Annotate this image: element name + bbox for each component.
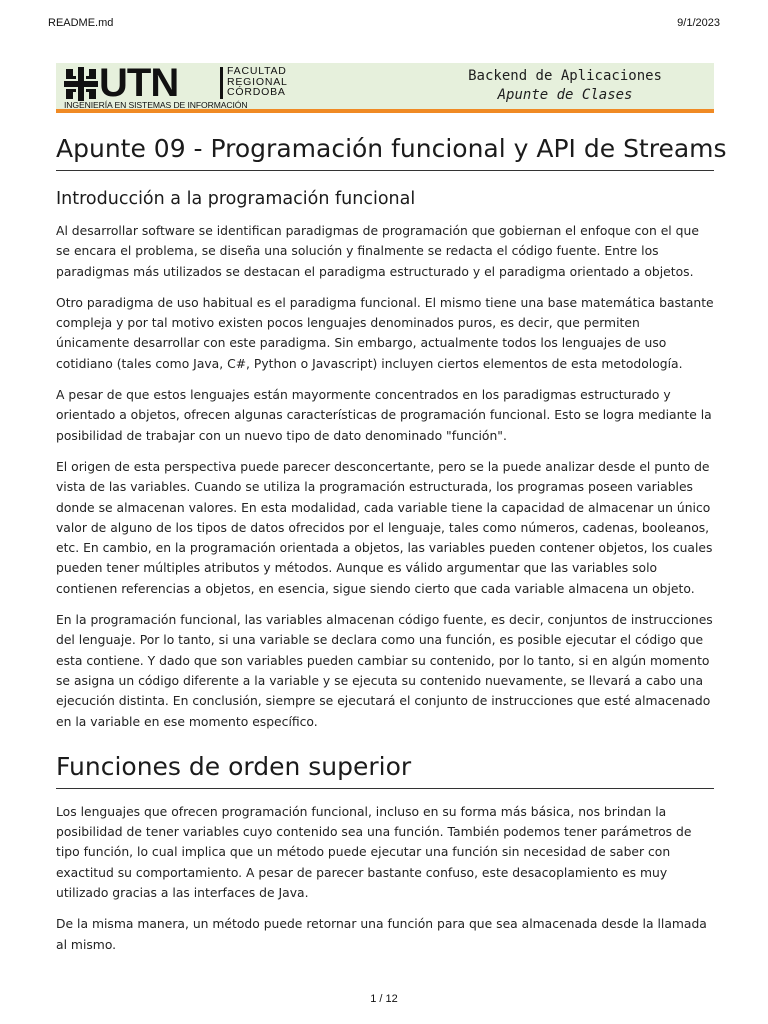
utn-wordmark: UTN (99, 61, 179, 105)
paragraph: A pesar de que estos lenguajes están mayormente concentrados en los paradigmas estructurado y orientado a objetos, ofrecen algunas características de programación funcional. Esto se logra mediante la posibilidad de trabajar con un nuevo tipo de dato denominado "función". (56, 388, 712, 443)
faculty-line: REGIONAL (227, 75, 288, 88)
print-filename: README.md (48, 17, 114, 29)
paragraph: Otro paradigma de uso habitual es el paradigma funcional. El mismo tiene una base matemática bastante compleja y por tal motivo existen pocos lenguajes denominados puros, es decir, que permiten únicamente desarrollar con este paradigma. Sin embargo, actualmente todos los lenguajes de uso cotidiano (tales como Java, C#, Python o Javascript) incluyen ciertos elementos de esta metodología. (56, 295, 714, 371)
paragraph: En la programación funcional, las variables almacenan código fuente, es decir, conjuntos de instrucciones del lenguaje. Por lo tanto, si una variable se declara como una función, es posible ejecutar el código que esta contiene. Y dado que son variables pueden cambiar su contenido, por lo tanto, si en algún momento se asigna un código diferente a la variable y se ejecuta su contenido nuevamente, se llevará a cabo una ejecución distinta. En conclusión, siempre se ejecutará el conjunto de instrucciones que esté almacenado en la variable en ese momento específico. (56, 613, 713, 729)
print-date: 9/1/2023 (677, 17, 720, 29)
document-body (56, 132, 727, 966)
course-name: Backend de Aplicaciones (468, 68, 662, 84)
course-subtitle: Apunte de Clases (497, 87, 633, 103)
document-title: Apunte 09 - Programación funcional y API de Streams (56, 132, 714, 171)
paragraph: Al desarrollar software se identifican paradigmas de programación que gobiernan el enfoque con el que se encara el problema, se diseña una solución y finalmente se redacta el código fuente. Entre los paradigmas más utilizados se destacan el paradigma estructurado y el paradigma orientado a objetos. (56, 224, 699, 279)
page-number: 1 / 12 (370, 993, 398, 1005)
faculty-name (227, 66, 288, 98)
logo-tagline: INGENIERÍA EN SISTEMAS DE INFORMACIÓN (64, 100, 248, 110)
paragraph: Los lenguajes que ofrecen programación funcional, incluso en su forma más básica, nos brindan la posibilidad de tener variables cuyo contenido sea una función. También podemos tener parámetros de tipo función, lo cual implica que un método puede ejecutar una función sin necesidad de saber con exactitud su comportamiento. A pesar de parecer bastante confuso, este desacoplamiento es muy utilizado gracias a las interfaces de Java. (56, 804, 692, 901)
utn-logo (64, 61, 314, 110)
section-heading: Introducción a la programación funcional (56, 189, 416, 209)
faculty-line: CÓRDOBA (227, 86, 286, 98)
paragraph: El origen de esta perspectiva puede parecer desconcertante, pero se la puede analizar desde el punto de vista de las variables. Cuando se utiliza la programación estructurada, los programas poseen variables donde se almacenan valores. En esta modalidad, cada variable tiene la capacidad de almacenar un único valor de alguno de los tipos de datos ofrecidos por el lenguaje, tales como números, cadenas, booleanos, etc. En cambio, en la programación orientada a objetos, las variables pueden contener objetos, los cuales pueden tener múltiples atributos y métodos. Aunque es válido argumentar que las variables solo contienen referencias a objetos, en esencia, sigue siendo cierto que cada variable almacena un objeto. (56, 459, 713, 596)
utn-emblem-icon (64, 67, 98, 101)
print-header (48, 17, 720, 29)
paragraph: De la misma manera, un método puede retornar una función para que sea almacenada desde la llamada al mismo. (56, 917, 707, 952)
section-title: Funciones de orden superior (56, 750, 714, 789)
banner-title (468, 67, 662, 105)
faculty-line: FACULTAD (227, 65, 287, 77)
logo-divider (220, 67, 223, 99)
course-banner (56, 63, 714, 113)
